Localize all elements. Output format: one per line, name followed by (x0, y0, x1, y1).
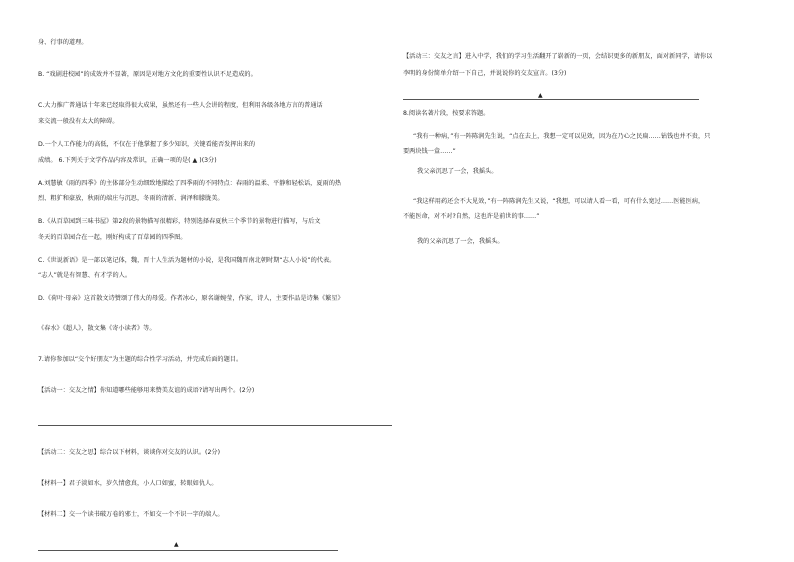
question-option: B. “戏剧进校园”的成效并不显著，原因是对地方文化的重要性认识不足造成的。 (38, 71, 257, 78)
answer-line[interactable] (403, 99, 699, 100)
passage-text: 要两块钱一盒……” (403, 148, 456, 155)
text-line: 《春水》《超人》，散文集《寄小读者》等。 (38, 325, 156, 332)
question-option: C.大力推广普通话十年来已经取得很大成果，虽然还有一些人会讲的程度，但利用各级各地方言的普通话 (38, 102, 323, 109)
text-line: 李明的身份简单介绍一下自己，并说说你的交友宣言。(3分) (403, 70, 567, 77)
text-line: 身、行事的道理。 (38, 39, 88, 46)
material-text: 【材料一】君子淡如水，岁久情愈真，小人口如蜜，转眼如仇人。 (38, 480, 218, 487)
question-stem: 7.请你参加以“交个好朋友”为主题的综合性学习活动，并完成后面的题目。 (38, 356, 243, 363)
activity-prompt: 【活动二：交友之思】综合以下材料，谈谈你对交友的认识。(2分) (38, 449, 221, 456)
text-line: 来交流一般没有太大的障碍。 (38, 118, 119, 125)
activity-prompt: 【活动三：交友之言】进入中学，我们的学习生活翻开了崭新的一页，会结识更多的新朋友，面对新同学，请你以 (403, 53, 713, 60)
answer-marker-icon: ▲ (174, 541, 179, 548)
material-text: 【材料二】交一个读书破万卷的邪士，不如交一个不识一字的端人。 (38, 511, 224, 518)
passage-text: “我这样用药还会不大见效，”有一阵陈润先生又说，“我想，可以请人看一看，可有什么宽过……医能医病， (413, 198, 705, 205)
answer-line[interactable] (38, 425, 392, 426)
answer-line[interactable] (38, 550, 338, 551)
activity-prompt: 【活动一：交友之情】你知道哪些能够用来赞美友谊的成语?请写出两个。(2分) (38, 387, 255, 394)
passage-text: “我有一种病，”有一阵陈润先生说，“点在去上，我想一定可以见效，因为在乃心之民扁……钻钱也并不贵，只 (413, 133, 711, 140)
answer-marker-icon: ▲ (538, 92, 543, 99)
question-option: B.《从百草园到三味书屋》第2段的景物描写很精彩，特别选择春夏秋三个季节的景物进行描写，与后文 (38, 218, 321, 225)
question-option: D.一个人工作能力的高低，不仅在于他掌握了多少知识，关键看能否发挥出来的 (38, 141, 256, 148)
passage-text: 我父亲沉思了一会，我摇头。 (417, 168, 498, 175)
text-line: 冬天的百草园合在一起，刚好构成了百草园的四季图。 (38, 234, 187, 241)
question-option: D.《荷叶·母亲》这首散文诗赞颂了伟大的母爱。作者冰心，原名谢婉莹，作家，诗人，主要作品是诗集《繁星》 (38, 295, 344, 302)
question-stem: 成绩。 6.下列关于文学作品内容及常识，正确一项的是( ▲ )(3分) (38, 157, 217, 164)
question-option: A.刘慧敏《雨的四季》的主体部分生动细致地描绘了四季雨的不同特点：春雨的温柔、平静和轻松话，夏雨的热 (38, 180, 342, 187)
question-stem: 8.阅读名著片段，按要求答题。 (403, 110, 490, 117)
question-option: C.《世说新语》是一部以笔记体，魏，晋十人生活为题材的小说，是我国魏晋南北朝时期“志人小说”的代表。 (38, 257, 336, 264)
passage-text: 我的父亲沉思了一会，我摇头。 (417, 238, 504, 245)
text-line: 烈、粗犷和豪放，秋雨的端庄与沉思，冬雨的清新、润泽和朦胧美。 (38, 195, 224, 202)
text-line: “志人”就是有智慧、有才学的人。 (38, 272, 132, 279)
passage-text: 不能医命，对不对?自然，这也许是前世的事……” (403, 213, 540, 220)
